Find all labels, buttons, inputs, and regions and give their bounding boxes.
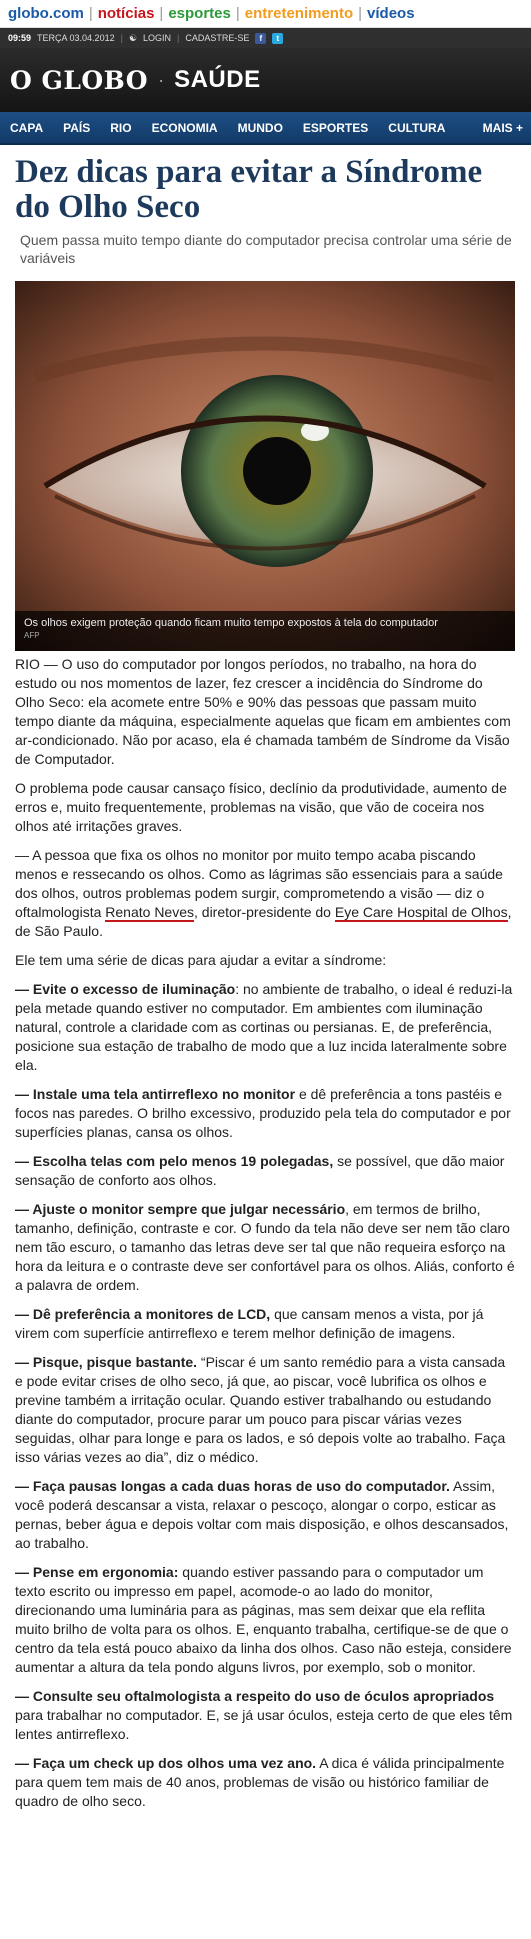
- tip-item: — Escolha telas com pelo menos 19 polegadas, se possível, que dão maior sensação de conforto aos olhos.: [15, 1153, 505, 1188]
- tip-item: — Ajuste o monitor sempre que julgar necessário, em termos de brilho, tamanho, definição, contraste e cor. O fundo da tela não deve ser nem tão claro nem tão escuro, o tamanho das letras deve ser tal que não requeira esforço na hora da leitura e o contraste deve ser confortável para os olhos. Aliás, conforto é a palavra de ordem.: [15, 1201, 515, 1293]
- portal-link-videos[interactable]: vídeos: [367, 5, 415, 22]
- tip-item: — Faça pausas longas a cada duas horas de uso do computador. Assim, você poderá descansar a vista, relaxar o pescoço, alongar o corpo, esticar as pernas, beber água e depois voltar com mais disposição, e olhos descansados, ao trabalho.: [15, 1478, 509, 1551]
- tip-item: — Faça um check up dos olhos uma vez ano. A dica é válida principalmente para quem tem mais de 40 anos, problemas de visão ou histórico familiar de quadro de olho seco.: [15, 1755, 505, 1809]
- nav-item-pais[interactable]: PAÍS: [63, 120, 91, 135]
- tip-item: — Pisque, pisque bastante. “Piscar é um santo remédio para a vista cansada e pode evitar crises de olho seco, já que, ao piscar, você lubrifica os olhos e previne também a irritação ocular. Quando estiver trabalhando ou estudando diante do computador, procure parar um pouco para piscar várias vezes seguidas, olhar para longe e para os lados, e só depois volte ao trabalho. Faça isso várias vezes ao dia”, diz o médico.: [15, 1354, 506, 1465]
- paragraph: RIO — O uso do computador por longos períodos, no trabalho, na hora do estudo ou nos momentos de lazer, fez crescer a incidência do Síndrome do Olho Seco: ela acomete entre 50% e 90% das pessoas que passam muito tempo diante da máquina, especialmente aquelas que ficam em ambientes com ar-condicionado. Não por acaso, ela é chamada também de Síndrome da Visão de Computador.: [15, 656, 511, 767]
- o-globo-logo[interactable]: O GLOBO: [10, 65, 149, 95]
- photo-caption-text: Os olhos exigem proteção quando ficam muito tempo expostos à tela do computador: [24, 617, 438, 629]
- photo-credit: AFP: [24, 631, 40, 640]
- portal-bar: globo.com | notícias | esportes | entretenimento | vídeos: [0, 0, 531, 28]
- link-eye-care-hospital[interactable]: Eye Care Hospital de Olhos: [334, 904, 508, 920]
- article-photo[interactable]: [15, 281, 515, 651]
- nav-item-rio[interactable]: RIO: [110, 120, 132, 135]
- section-title[interactable]: SAÚDE: [174, 66, 261, 93]
- tip-item: — Dê preferência a monitores de LCD, que cansam menos a vista, por já virem com superfície antirreflexo e terem melhor definição de imagens.: [15, 1306, 484, 1341]
- article-subtitle: Quem passa muito tempo diante do computador precisa controlar uma série de variáveis: [20, 232, 512, 266]
- article: [0, 145, 531, 1811]
- twitter-icon[interactable]: t: [272, 33, 283, 44]
- paragraph: Ele tem uma série de dicas para ajudar a evitar a síndrome:: [15, 952, 387, 968]
- nav-item-esportes[interactable]: ESPORTES: [302, 120, 369, 135]
- tip-item: — Evite o excesso de iluminação: no ambiente de trabalho, o ideal é reduzi-la pela metade quando estiver no computador. Em ambientes com iluminação natural, controle a claridade com as cortinas ou persianas. E, de preferência, posicione sua estação de trabalho de modo que a luz incida lateralmente sobre ela.: [15, 981, 513, 1073]
- portal-link-noticias[interactable]: notícias: [97, 5, 155, 22]
- paragraph: — A pessoa que fixa os olhos no monitor por muito tempo acaba piscando menos e ressecando os olhos. Como as lágrimas são essenciais para a saúde dos olhos, outros problemas podem surgir, comprometendo a visão — diz o oftalmologista Renato Neves, diretor-presidente do Eye Care Hospital de Olhos, de São Paulo.: [15, 847, 512, 939]
- login-link[interactable]: LOGIN: [143, 33, 172, 43]
- signup-link[interactable]: CADASTRE-SE: [185, 33, 250, 43]
- nav-item-cultura[interactable]: CULTURA: [388, 120, 446, 135]
- photo-caption: [15, 611, 515, 651]
- nav-item-capa[interactable]: CAPA: [10, 120, 44, 135]
- nav-item-more[interactable]: MAIS +: [482, 120, 523, 135]
- tip-item: — Instale uma tela antirreflexo no monitor e dê preferência a tons pastéis e focos nas paredes. O brilho excessivo, produzido pela tela do computador e por superfícies planas, cansa os olhos.: [15, 1086, 511, 1140]
- nav-item-economia[interactable]: ECONOMIA: [151, 120, 218, 135]
- portal-link-esportes[interactable]: esportes: [168, 5, 231, 22]
- facebook-icon[interactable]: f: [255, 33, 266, 44]
- portal-link-entretenimento[interactable]: entretenimento: [244, 5, 354, 22]
- eye-image: [15, 281, 515, 651]
- user-icon: ☯: [128, 32, 138, 43]
- current-time: 09:59: [8, 33, 32, 43]
- tip-item: — Pense em ergonomia: quando estiver passando para o computador um texto escrito ou impresso em papel, acomode-o ao lado do monitor, direcionando uma luminária para as páginas, mas sem deixar que ela reflita muito brilho de volta para os olhos. E, enquanto trabalha, certifique-se de que o centro da tela está pouco abaixo da linha dos olhos. Caso não esteja, considere aumentar a altura da tela pondo alguns livros, por exemplo, sob o monitor.: [15, 1564, 512, 1675]
- paragraph: O problema pode causar cansaço físico, declínio da produtividade, aumento de erros e, muito frequentemente, problemas na visão, que vão de coceira nos olhos até irritações graves.: [15, 780, 507, 834]
- globo-logo-link[interactable]: globo.com: [8, 5, 84, 22]
- link-renato-neves[interactable]: Renato Neves: [105, 904, 194, 920]
- main-nav: [0, 112, 531, 145]
- nav-item-mundo[interactable]: MUNDO: [237, 120, 283, 135]
- article-headline: Dez dicas para evitar a Síndrome do Olho Seco: [15, 154, 483, 225]
- tip-item: — Consulte seu oftalmologista a respeito do uso de óculos apropriados para trabalhar no computador. E, se já usar óculos, esteja certo de que eles têm lentes antirreflexo.: [15, 1688, 513, 1742]
- utility-bar: 09:59 TERÇA 03.04.2012 | ☯ LOGIN | CADASTRE-SE f t: [0, 28, 531, 48]
- article-body: [15, 655, 516, 1811]
- current-date: TERÇA 03.04.2012: [37, 33, 115, 43]
- masthead: O GLOBO · SAÚDE: [0, 48, 531, 112]
